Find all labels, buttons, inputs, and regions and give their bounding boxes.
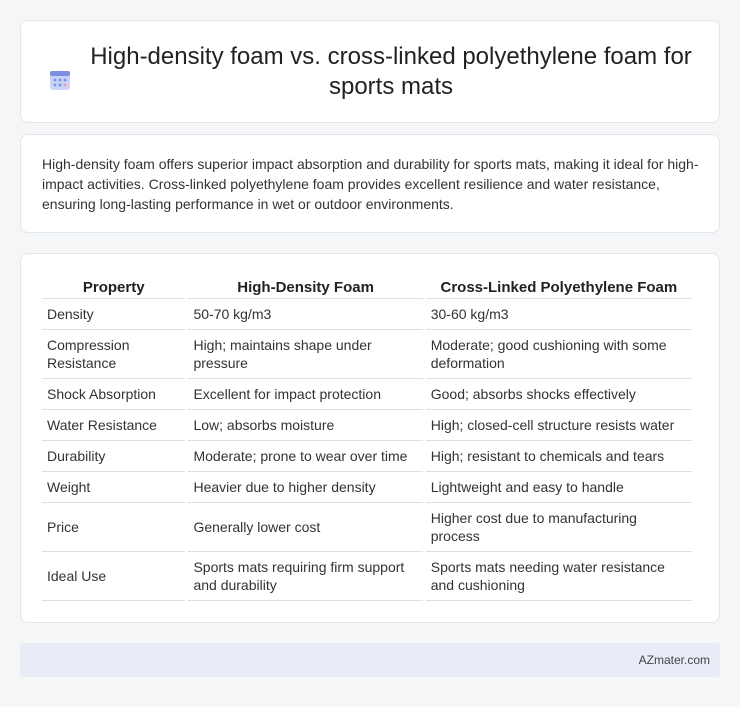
table-cell: Heavier due to higher density <box>188 472 422 503</box>
table-cell: Price <box>42 503 185 552</box>
table-cell: Water Resistance <box>42 410 185 441</box>
column-header-property: Property <box>42 274 185 299</box>
footer-bar <box>20 643 720 677</box>
table-cell: Durability <box>42 441 185 472</box>
summary-card <box>20 134 720 233</box>
footer-brand: AZmater.com <box>638 653 710 667</box>
table-row <box>42 410 692 441</box>
title-card <box>20 20 720 123</box>
table-row <box>42 379 692 410</box>
table-cell: Good; absorbs shocks effectively <box>426 379 692 410</box>
table-cell: Sports mats requiring firm support and durability <box>188 552 422 601</box>
table-cell: Density <box>42 299 185 330</box>
table-cell: Moderate; good cushioning with some deformation <box>426 330 692 379</box>
table-row <box>42 330 692 379</box>
comparison-table-card <box>20 253 720 623</box>
table-cell: Weight <box>42 472 185 503</box>
table-cell: Ideal Use <box>42 552 185 601</box>
table-row <box>42 472 692 503</box>
table-cell: 50-70 kg/m3 <box>188 299 422 330</box>
column-header-high-density: High-Density Foam <box>188 274 422 299</box>
table-cell: Low; absorbs moisture <box>188 410 422 441</box>
calendar-icon <box>48 68 72 92</box>
table-cell: Higher cost due to manufacturing process <box>426 503 692 552</box>
table-header-row <box>42 274 692 299</box>
page-title-wrap <box>41 42 699 102</box>
table-cell: 30-60 kg/m3 <box>426 299 692 330</box>
table-cell: High; maintains shape under pressure <box>188 330 422 379</box>
table-cell: Sports mats needing water resistance and cushioning <box>426 552 692 601</box>
table-cell: Generally lower cost <box>188 503 422 552</box>
table-row <box>42 552 692 601</box>
table-row <box>42 299 692 330</box>
comparison-table <box>39 274 695 601</box>
table-cell: Moderate; prone to wear over time <box>188 441 422 472</box>
table-cell: High; closed-cell structure resists water <box>426 410 692 441</box>
table-cell: Lightweight and easy to handle <box>426 472 692 503</box>
column-header-cross-linked: Cross-Linked Polyethylene Foam <box>426 274 692 299</box>
table-row <box>42 441 692 472</box>
table-cell: Shock Absorption <box>42 379 185 410</box>
page-title: High-density foam vs. cross-linked polyethylene foam for sports mats <box>90 42 692 100</box>
summary-text: High-density foam offers superior impact absorption and durability for sports mats, making it ideal for high-impact activities. Cross-linked polyethylene foam provides excellent resilience and water resistance, ensuring long-lasting performance in wet or outdoor environments. <box>42 156 699 212</box>
table-cell: Compression Resistance <box>42 330 185 379</box>
table-cell: Excellent for impact protection <box>188 379 422 410</box>
table-cell: High; resistant to chemicals and tears <box>426 441 692 472</box>
table-row <box>42 503 692 552</box>
